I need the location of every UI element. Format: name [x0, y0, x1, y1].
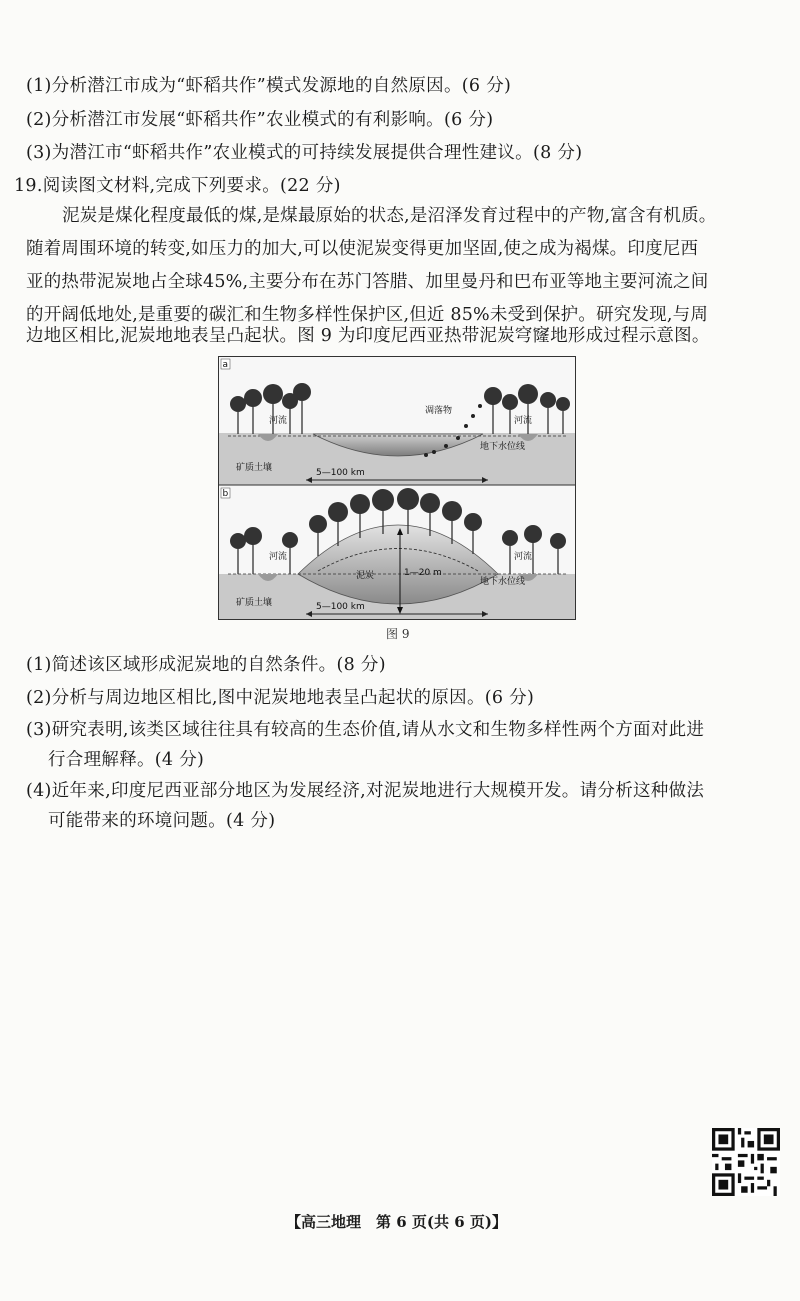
- panel-b-river-left: 河流: [269, 552, 288, 562]
- panel-a-tag: a: [222, 360, 229, 370]
- q18-sub-3: (3)为潜江市“虾稻共作”农业模式的可持续发展提供合理性建议。(8 分): [26, 143, 583, 163]
- panel-b-depth-label: 1—20 m: [404, 568, 442, 578]
- q19-sub-3-line-1: (3)研究表明,该类区域往往具有较高的生态价值,请从水文和生物多样性两个方面对此进: [26, 720, 705, 740]
- panel-a: [219, 357, 575, 485]
- q19-heading: 19.阅读图文材料,完成下列要求。(22 分): [14, 176, 341, 196]
- q19-sub-3-line-2: 行合理解释。(4 分): [48, 750, 205, 770]
- q19-material-line-4: 的开阔低地处,是重要的碳汇和生物多样性保护区,但近 85%未受到保护。研究发现,与周: [26, 305, 709, 325]
- panel-a-river-left: 河流: [269, 416, 288, 426]
- q19-sub-2: (2)分析与周边地区相比,图中泥炭地地表呈凸起状的原因。(6 分): [26, 688, 535, 708]
- panel-a-width-label: 5—100 km: [316, 468, 365, 478]
- q18-sub-2: (2)分析潜江市发展“虾稻共作”农业模式的有利影响。(6 分): [26, 110, 494, 130]
- figure-caption: 图 9: [386, 627, 410, 641]
- panel-a-litter-label: 凋落物: [425, 406, 453, 416]
- figure-9-peat-dome-diagram: [218, 356, 576, 620]
- q19-sub-4-line-2: 可能带来的环境问题。(4 分): [48, 811, 276, 831]
- q19-material-line-1: 泥炭是煤化程度最低的煤,是煤最原始的状态,是沼泽发育过程中的产物,富含有机质。: [62, 206, 717, 226]
- qr-code-icon: [712, 1128, 780, 1196]
- panel-b-water-table-label: 地下水位线: [480, 577, 526, 587]
- q19-material-line-2: 随着周围环境的转变,如压力的加大,可以使泥炭变得更加坚固,使之成为褐煤。印度尼西: [26, 239, 699, 259]
- panel-b-river-right: 河流: [514, 552, 533, 562]
- panel-b-tag: b: [222, 489, 229, 499]
- panel-a-river-right: 河流: [514, 416, 533, 426]
- panel-b-peat-label: 泥炭: [356, 571, 375, 581]
- panel-b: [219, 486, 575, 619]
- panel-a-soil-label: 矿质土壤: [236, 463, 273, 473]
- panel-b-soil-label: 矿质土壤: [236, 598, 273, 608]
- q19-material-line-5: 边地区相比,泥炭地地表呈凸起状。图 9 为印度尼西亚热带泥炭穹窿地形成过程示意图。: [26, 326, 710, 346]
- panel-a-water-table-label: 地下水位线: [480, 442, 526, 452]
- page-footer: 【高三地理 第 6 页(共 6 页)】: [286, 1213, 507, 1231]
- q18-sub-1: (1)分析潜江市成为“虾稻共作”模式发源地的自然原因。(6 分): [26, 76, 512, 96]
- panel-b-width-label: 5—100 km: [316, 602, 365, 612]
- q19-sub-4-line-1: (4)近年来,印度尼西亚部分地区为发展经济,对泥炭地进行大规模开发。请分析这种做法: [26, 781, 705, 801]
- q19-sub-1: (1)简述该区域形成泥炭地的自然条件。(8 分): [26, 655, 386, 675]
- q19-material-line-3: 亚的热带泥炭地占全球45%,主要分布在苏门答腊、加里曼丹和巴布亚等地主要河流之间: [26, 272, 709, 292]
